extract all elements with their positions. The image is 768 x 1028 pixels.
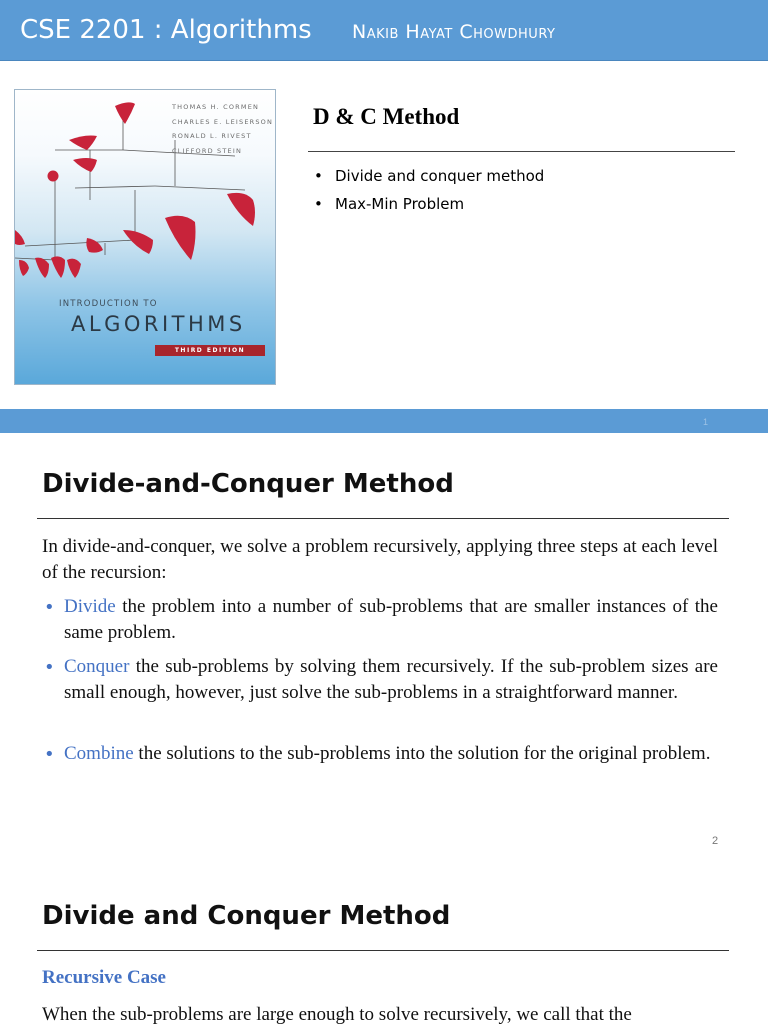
book-intro: INTRODUCTION TO — [59, 299, 158, 309]
bullet-marker: • — [44, 597, 55, 618]
list-item-text: Divide and conquer method — [335, 167, 545, 185]
book-author: RONALD L. RIVEST — [172, 132, 252, 140]
slide-number: 1 — [703, 417, 709, 427]
step-text: the problem into a number of sub-problems that are smaller instances of the same problem. — [64, 596, 718, 643]
book-edition-badge: THIRD EDITION — [155, 345, 265, 356]
body-paragraph: When the sub-problems are large enough to solve recursively, we call that the — [42, 1004, 632, 1025]
book-author: CLIFFORD STEIN — [172, 146, 243, 155]
heading-divider — [37, 950, 729, 951]
heading-divider — [308, 151, 735, 152]
step-combine — [64, 741, 718, 767]
step-text: the solutions to the sub-problems into the solution for the original problem. — [133, 743, 711, 764]
step-keyword: Combine — [64, 743, 134, 764]
list-item — [314, 164, 544, 192]
step-keyword: Conquer — [64, 656, 130, 677]
bullet-marker: • — [44, 744, 55, 765]
intro-paragraph: In divide-and-conquer, we solve a problem recursively, applying three steps at each level of the recursion: — [42, 536, 718, 583]
book-title: ALGORITHMS — [71, 312, 246, 336]
slide-footer-bar — [0, 409, 768, 433]
book-author: THOMAS H. CORMEN — [172, 103, 260, 111]
slide-number: 2 — [712, 835, 719, 847]
step-keyword: Divide — [64, 596, 116, 617]
topic-list — [314, 164, 544, 220]
slide1-heading: D & C Method — [313, 104, 460, 129]
course-title: CSE 2201 : Algorithms — [20, 15, 312, 45]
slide2-heading: Divide-and-Conquer Method — [42, 469, 454, 499]
book-cover — [14, 89, 276, 385]
heading-divider — [37, 518, 729, 519]
bullet-marker: • — [314, 167, 323, 185]
book-author: CHARLES E. LEISERSON — [172, 117, 274, 126]
slide3-heading: Divide and Conquer Method — [42, 901, 451, 931]
list-item-text: Max-Min Problem — [335, 195, 465, 213]
step-divide — [64, 594, 718, 646]
book-authors — [172, 100, 273, 158]
author-name: Nakib Hayat Chowdhury — [352, 21, 556, 43]
subheading: Recursive Case — [42, 967, 166, 988]
bullet-marker: • — [44, 657, 55, 678]
bullet-marker: • — [314, 195, 323, 213]
step-text: the sub-problems by solving them recursively. If the sub-problem sizes are small enough, however, just solve the sub-problems in a straightforward manner. — [64, 656, 718, 703]
title-banner — [0, 0, 768, 61]
list-item — [314, 192, 544, 220]
step-conquer — [64, 654, 718, 706]
